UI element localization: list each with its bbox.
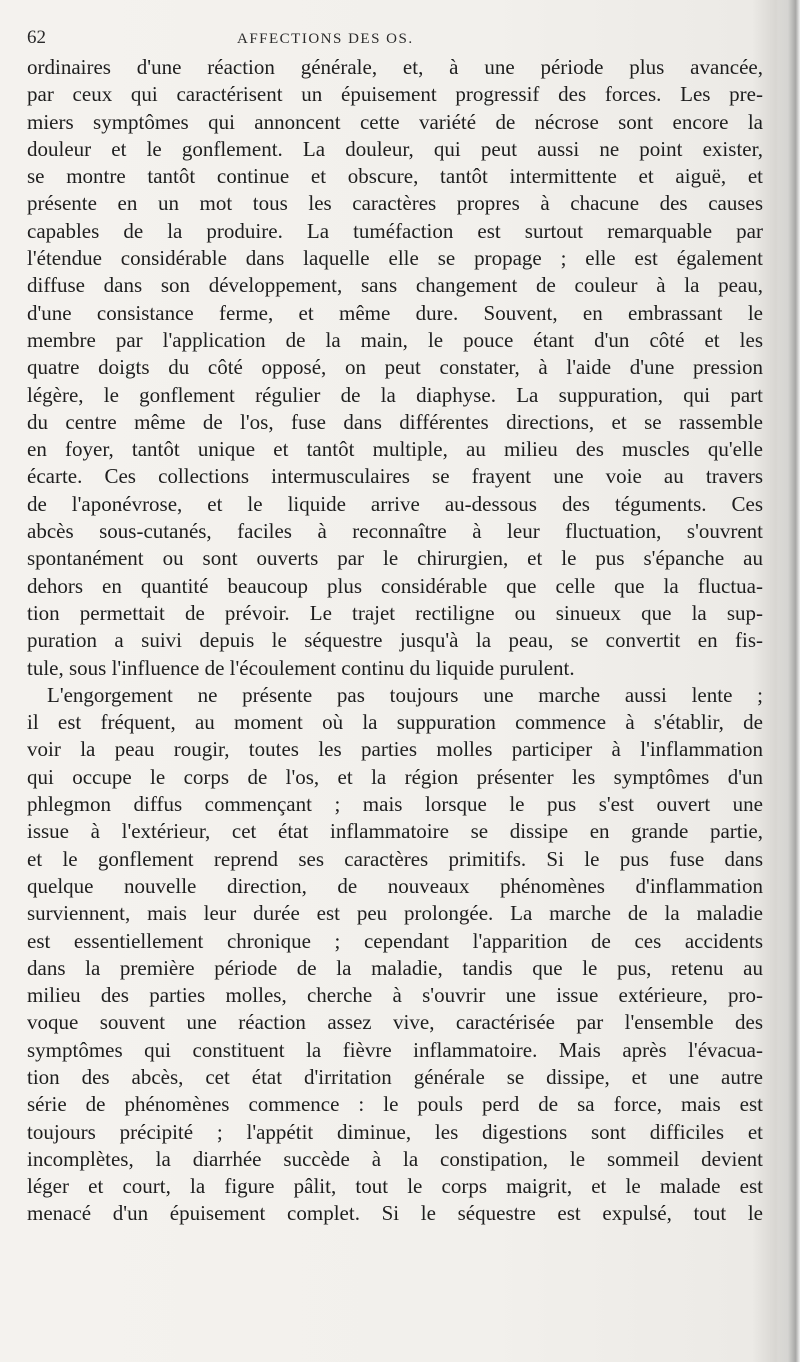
text-line: et le gonflement reprend ses caractères primitifs. Si le pus fuse dans: [27, 846, 763, 871]
text-line: membre par l'application de la main, le pouce étant d'un côté et les: [27, 327, 763, 352]
text-line: quelque nouvelle direction, de nouveaux phénomènes d'inflammation: [27, 873, 763, 898]
text-line: capables de la produire. La tuméfaction est surtout remarquable par: [27, 218, 763, 243]
running-head: AFFECTIONS DES OS.: [237, 31, 414, 47]
text-line: milieu des parties molles, cherche à s'ouvrir une issue extérieure, pro-: [27, 983, 763, 1008]
text-line: menacé d'un épuisement complet. Si le séquestre est expulsé, tout le: [27, 1201, 763, 1226]
text-line: léger et court, la figure pâlit, tout le corps maigrit, et le malade est: [27, 1174, 763, 1199]
text-line: série de phénomènes commence : le pouls perd de sa force, mais est: [27, 1092, 763, 1117]
text-line: ordinaires d'une réaction générale, et, à une période plus avancée,: [27, 55, 763, 79]
text-line: diffuse dans son développement, sans changement de couleur à la peau,: [27, 273, 763, 298]
text-line: légère, le gonflement régulier de la diaphyse. La suppuration, qui part: [27, 382, 763, 407]
text-line: écarte. Ces collections intermusculaires se frayent une voie au travers: [27, 464, 763, 489]
text-line: tion des abcès, cet état d'irritation générale se dissipe, et une autre: [27, 1064, 763, 1089]
text-line: surviennent, mais leur durée est peu prolongée. La marche de la maladie: [27, 901, 763, 926]
text-line: incomplètes, la diarrhée succède à la constipation, le sommeil devient: [27, 1146, 763, 1171]
text-line: d'une consistance ferme, et même dure. Souvent, en embrassant le: [27, 300, 763, 325]
text-line: L'engorgement ne présente pas toujours une marche aussi lente ;: [47, 682, 763, 707]
text-line: il est fréquent, au moment où la suppuration commence à s'établir, de: [27, 710, 763, 735]
text-line: tion permettait de prévoir. Le trajet rectiligne ou sinueux que la sup-: [27, 600, 763, 625]
text-line: symptômes qui constituent la fièvre inflammatoire. Mais après l'évacua-: [27, 1037, 763, 1062]
text-line: voir la peau rougir, toutes les parties molles participer à l'inflammation: [27, 737, 763, 762]
text-line: abcès sous-cutanés, faciles à reconnaître à leur fluctuation, s'ouvrent: [27, 519, 763, 544]
page-number: 62: [27, 27, 46, 48]
text-line: se montre tantôt continue et obscure, tantôt intermittente et aiguë, et: [27, 164, 763, 189]
text-line: par ceux qui caractérisent un épuisement progressif des forces. Les pre-: [27, 82, 763, 107]
text-line: est essentiellement chronique ; cependant l'apparition de ces accidents: [27, 928, 763, 953]
text-line: douleur et le gonflement. La douleur, qui peut aussi ne point exister,: [27, 136, 763, 161]
text-line: puration a suivi depuis le séquestre jusqu'à la peau, se convertit en fis-: [27, 628, 763, 653]
text-line: issue à l'extérieur, cet état inflammatoire se dissipe en grande partie,: [27, 819, 763, 844]
text-line: tule, sous l'influence de l'écoulement continu du liquide purulent.: [27, 655, 575, 680]
text-line: spontanément ou sont ouverts par le chirurgien, et le pus s'épanche au: [27, 546, 763, 571]
text-line: phlegmon diffus commençant ; mais lorsque le pus s'est ouvert une: [27, 792, 763, 817]
text-line: du centre même de l'os, fuse dans différentes directions, et se rassemble: [27, 409, 763, 434]
text-line: voque souvent une réaction assez vive, caractérisée par l'ensemble des: [27, 1010, 763, 1035]
body-text: [27, 54, 763, 1228]
text-line: l'étendue considérable dans laquelle elle se propage ; elle est également: [27, 246, 763, 271]
text-line: dehors en quantité beaucoup plus considérable que celle que la fluctua-: [27, 573, 763, 598]
text-line: présente en un mot tous les caractères propres à chacune des causes: [27, 191, 763, 216]
text-line: quatre doigts du côté opposé, on peut constater, à l'aide d'une pression: [27, 355, 763, 380]
text-line: qui occupe le corps de l'os, et la région présenter les symptômes d'un: [27, 764, 763, 789]
text-line: de l'aponévrose, et le liquide arrive au-dessous des téguments. Ces: [27, 491, 763, 516]
text-line: toujours précipité ; l'appétit diminue, les digestions sont difficiles et: [27, 1119, 763, 1144]
text-line: en foyer, tantôt unique et tantôt multiple, au milieu des muscles qu'elle: [27, 437, 763, 462]
text-line: dans la première période de la maladie, tandis que le pus, retenu au: [27, 955, 763, 980]
page-header: [27, 27, 767, 51]
text-line: miers symptômes qui annoncent cette variété de nécrose sont encore la: [27, 109, 763, 134]
page-edge-shadow: [778, 0, 800, 1362]
